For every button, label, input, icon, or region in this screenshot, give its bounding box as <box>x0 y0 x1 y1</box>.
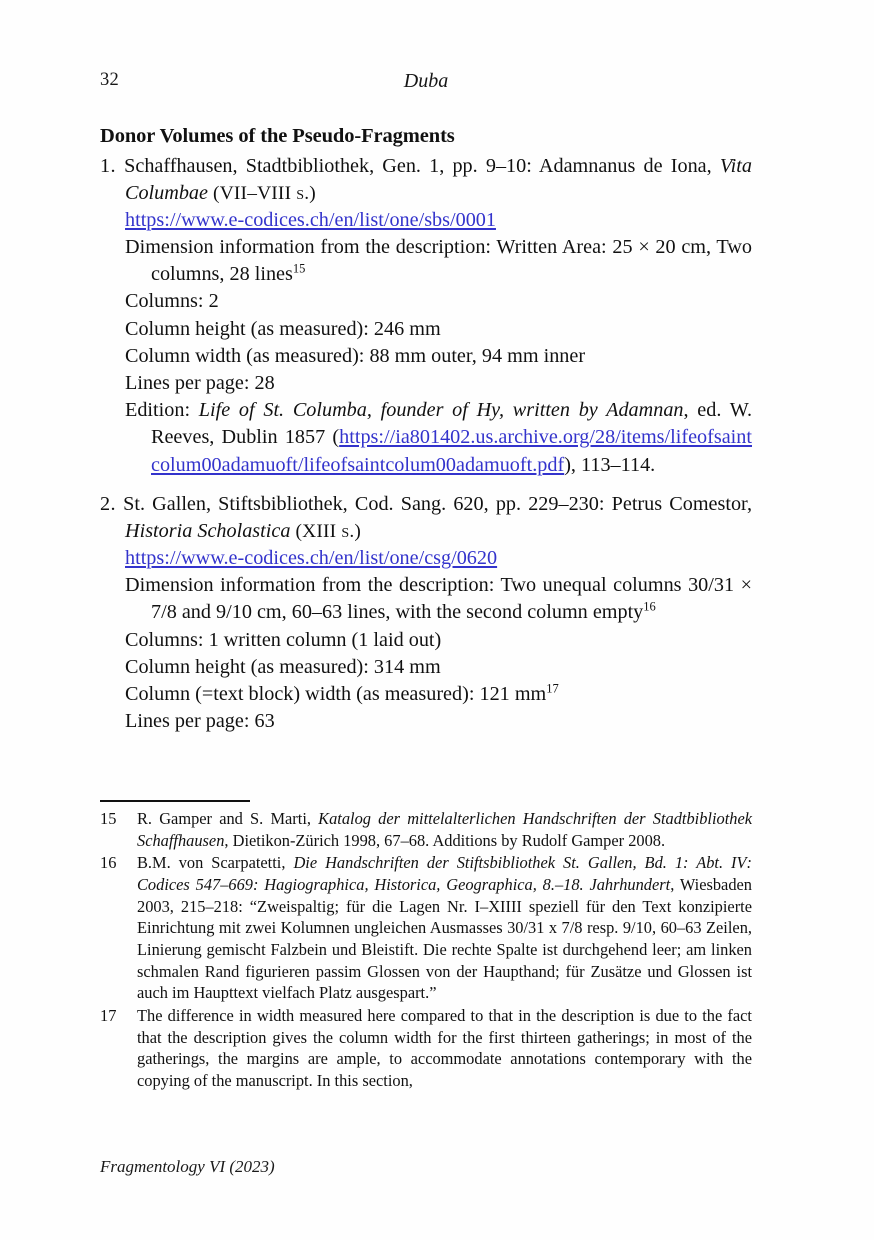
entry-1-lines-per-page: Lines per page: 28 <box>125 372 275 394</box>
footnote-16-text: B.M. von Scarpatetti, Die Handschriften der Stiftsbibliothek St. Gallen, Bd. 1: Abt. IV: Codices 547–669: Hagiographica, Historica, Geographica, 8.–18. Jahrhundert, Wiesbaden 2003, 215–218: “Zweispaltig; für die Lagen Nr. I–XIIII speziell für den Text konzipierte Einrichtung mit zwei Kolumnen ungleichen Ausmasses 30/31 x 7/8 resp. 9/10, 60–63 Zeilen, Linierung gemischt Falzbein und Bleistift. Die rechte Spalte ist durchgehend leer; am linken schmalen Rand figurieren passim Glossen von der Haupthand; für Zusätze und Glossen ist auch im Haupttext vielfach Platz ausgespart.” <box>137 853 752 1003</box>
entry-2-footnote-marker[interactable]: 16 <box>643 599 656 614</box>
entry-2-url-link[interactable]: https://www.e-codices.ch/en/list/one/csg/0620 <box>125 547 498 570</box>
entry-2-lines-per-page: Lines per page: 63 <box>125 710 275 733</box>
entry-2-shelfmark: St. Gallen, Stiftsbibliothek, Cod. Sang. 620, pp. 229–230: Petrus Comestor, <box>123 492 753 515</box>
entry-1-dimension-value: 25 × 20 cm, Two columns, 28 lines <box>151 236 753 286</box>
footnote-15-number: 15 <box>100 809 117 828</box>
entry-2-citation <box>100 491 752 545</box>
entry-2-column-width-text: Column (=text block) width (as measured): 121 mm <box>125 682 547 705</box>
entry-1-edition <box>100 397 752 479</box>
entry-1-work-title: Vita Columbae <box>125 154 752 204</box>
footnote-separator-rule <box>100 800 250 802</box>
entry-2-column-width <box>100 681 752 708</box>
entry-1-url-line <box>100 207 752 234</box>
entry-1-url-link[interactable]: https://www.e-codices.ch/en/list/one/sbs/0001 <box>125 208 496 231</box>
running-head-title: Duba <box>403 70 449 92</box>
entry-1-citation <box>100 153 752 207</box>
entry-1-column-width: Column width (as measured): 88 mm outer, 94 mm inner <box>125 344 586 367</box>
entry-1-edition-rest-pre: , ed. W. Reeves, Dublin 1857 ( <box>151 399 752 449</box>
entry-1-number: 1. <box>100 154 116 177</box>
footnote-17 <box>100 1005 752 1092</box>
entry-1-shelfmark: Schaffhausen, Stadtbibliothek, Gen. 1, pp. 9–10: Adamnanus de Iona, <box>124 154 712 177</box>
footnotes-block <box>100 808 752 1093</box>
section-heading: Donor Volumes of the Pseudo-Fragments <box>100 125 455 147</box>
entry-2-column-height: Column height (as measured): 314 mm <box>125 655 441 678</box>
page-number: 32 <box>100 70 119 90</box>
donor-volume-entry-2 <box>100 491 752 736</box>
entry-2-columns: Columns: 1 written column (1 laid out) <box>125 628 442 651</box>
entry-1-edition-label: Edition: <box>125 399 191 422</box>
entry-1-edition-rest-post: ), 113–114. <box>564 453 656 476</box>
footnote-15 <box>100 808 752 851</box>
entry-2-dimension-label: Dimension information from the description: Two unequal columns 30/31 × 7/8 and 9/10 cm, 60–63 lines, with the second column empty <box>125 574 752 624</box>
entry-2-work-title: Historia Scholastica <box>125 519 291 542</box>
entry-2-url-line <box>100 545 752 572</box>
footnote-16 <box>100 852 752 1004</box>
entry-1-date: (VII–VIII s.) <box>213 182 316 204</box>
footnote-16-number: 16 <box>100 853 117 873</box>
entry-1-edition-title: Life of St. Columba, founder of Hy, written by Adamnan <box>198 399 684 422</box>
entry-1-footnote-marker[interactable]: 15 <box>292 261 306 276</box>
entry-2-number: 2. <box>100 492 116 515</box>
entry-2-footnote-marker-17[interactable]: 17 <box>546 681 559 696</box>
entry-2-date: (XIII s.) <box>295 520 362 542</box>
running-head <box>100 70 752 96</box>
footnote-17-number: 17 <box>100 1005 117 1025</box>
entry-1-columns: Columns: 2 <box>125 290 219 313</box>
footnote-17-text: The difference in width measured here compared to that in the description is due to the fact that the description gives the column width for the first thirteen gatherings; in most of the gatherings, the margins are ample, to accommodate annotations contemporary with the copying of the manuscript. In this section, <box>137 1005 752 1090</box>
body-text-block <box>100 124 752 741</box>
page-footer: Fragmentology VI (2023) <box>100 1157 275 1176</box>
donor-volume-entry-1 <box>100 153 752 479</box>
entry-1-dimension-label: Dimension information from the description: Written Area: <box>125 236 607 259</box>
entry-1-edition-url-link[interactable]: https://ia801402.us.archive.org/28/items/lifeofsaintcolum00adamuoft/lifeofsaintcolum00adamuoft.pdf <box>151 426 752 476</box>
footnote-15-text: R. Gamper and S. Marti, Katalog der mittelalterlichen Handschriften der Stadtbibliothek Schaffhausen, Dietikon-Zürich 1998, 67–68. Additions by Rudolf Gamper 2008. <box>137 809 752 850</box>
entry-2-dimension-info <box>100 572 752 626</box>
entry-1-column-height: Column height (as measured): 246 mm <box>125 317 441 340</box>
entry-1-dimension-info <box>100 234 752 288</box>
